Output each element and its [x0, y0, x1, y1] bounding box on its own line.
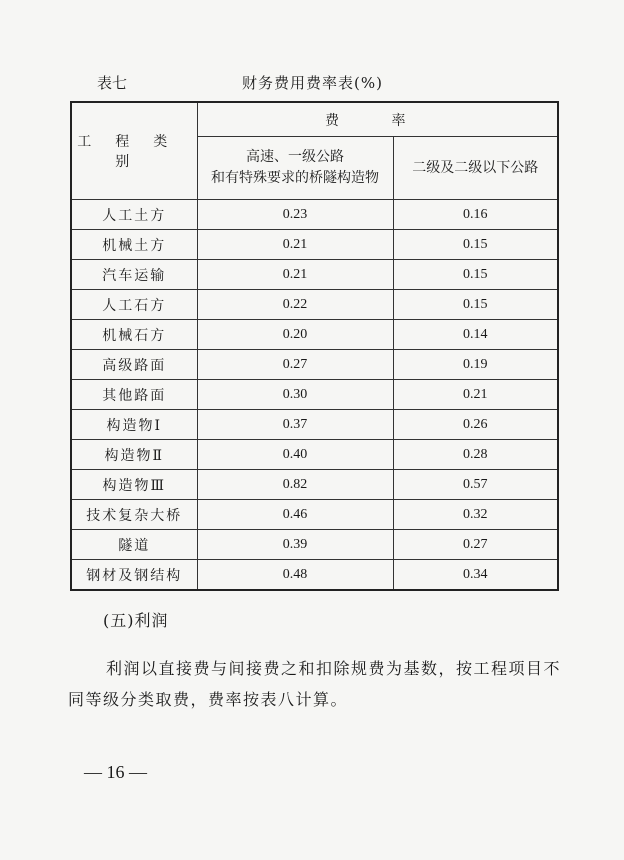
table-row — [71, 230, 558, 260]
secondary-rate-cell: 0.57 — [393, 470, 558, 500]
table-caption — [97, 72, 557, 94]
category-cell: 其他路面 — [71, 380, 197, 410]
table-row — [71, 440, 558, 470]
category-cell: 技术复杂大桥 — [71, 500, 197, 530]
secondary-rate-cell: 0.27 — [393, 530, 558, 560]
category-cell: 构造物Ⅱ — [71, 440, 197, 470]
table-title: 财务费用费率表(%) — [242, 74, 383, 92]
secondary-road-column-header: 二级及二级以下公路 — [393, 137, 558, 200]
secondary-rate-cell: 0.15 — [393, 290, 558, 320]
highway-rate-cell: 0.23 — [197, 200, 393, 230]
highway-rate-cell: 0.48 — [197, 560, 393, 591]
table-row — [71, 470, 558, 500]
category-cell: 钢材及钢结构 — [71, 560, 197, 591]
section-heading: (五)利润 — [103, 611, 169, 630]
secondary-rate-cell: 0.14 — [393, 320, 558, 350]
secondary-rate-cell: 0.19 — [393, 350, 558, 380]
secondary-rate-cell: 0.16 — [393, 200, 558, 230]
secondary-rate-cell: 0.34 — [393, 560, 558, 591]
rate-group-header: 费 率 — [197, 102, 558, 137]
highway-rate-cell: 0.37 — [197, 410, 393, 440]
financial-rate-table — [70, 101, 559, 591]
highway-rate-cell: 0.82 — [197, 470, 393, 500]
secondary-rate-cell: 0.26 — [393, 410, 558, 440]
category-cell: 构造物Ⅲ — [71, 470, 197, 500]
category-cell: 构造物Ⅰ — [71, 410, 197, 440]
category-header: 工程类别 — [71, 102, 197, 200]
table-row — [71, 410, 558, 440]
highway-rate-cell: 0.39 — [197, 530, 393, 560]
highway-rate-cell: 0.46 — [197, 500, 393, 530]
table-number: 表七 — [97, 74, 128, 92]
table-row — [71, 320, 558, 350]
category-cell: 隧道 — [71, 530, 197, 560]
category-cell: 机械石方 — [71, 320, 197, 350]
table-row — [71, 380, 558, 410]
category-cell: 人工石方 — [71, 290, 197, 320]
category-cell: 人工土方 — [71, 200, 197, 230]
table-row — [71, 500, 558, 530]
secondary-rate-cell: 0.15 — [393, 260, 558, 290]
highway-rate-cell: 0.27 — [197, 350, 393, 380]
table-row — [71, 560, 558, 591]
highway-column-header — [197, 137, 393, 200]
secondary-rate-cell: 0.15 — [393, 230, 558, 260]
highway-rate-cell: 0.21 — [197, 260, 393, 290]
highway-header-line1: 高速、一级公路 — [246, 149, 344, 165]
secondary-rate-cell: 0.21 — [393, 380, 558, 410]
highway-header-line2: 和有特殊要求的桥隧构造物 — [211, 170, 379, 186]
table-body — [71, 200, 558, 591]
table-row — [71, 200, 558, 230]
highway-rate-cell: 0.22 — [197, 290, 393, 320]
table-row — [71, 290, 558, 320]
page-number: — 16 — — [84, 762, 147, 782]
section-body: 利润以直接费与间接费之和扣除规费为基数，按工程项目不同等级分类取费，费率按表八计算。 — [68, 659, 562, 709]
table-row — [71, 530, 558, 560]
category-cell: 汽车运输 — [71, 260, 197, 290]
highway-rate-cell: 0.20 — [197, 320, 393, 350]
table-row — [71, 260, 558, 290]
category-cell: 高级路面 — [71, 350, 197, 380]
category-cell: 机械土方 — [71, 230, 197, 260]
highway-rate-cell: 0.30 — [197, 380, 393, 410]
highway-rate-cell: 0.40 — [197, 440, 393, 470]
secondary-rate-cell: 0.32 — [393, 500, 558, 530]
table-row — [71, 350, 558, 380]
secondary-rate-cell: 0.28 — [393, 440, 558, 470]
highway-rate-cell: 0.21 — [197, 230, 393, 260]
